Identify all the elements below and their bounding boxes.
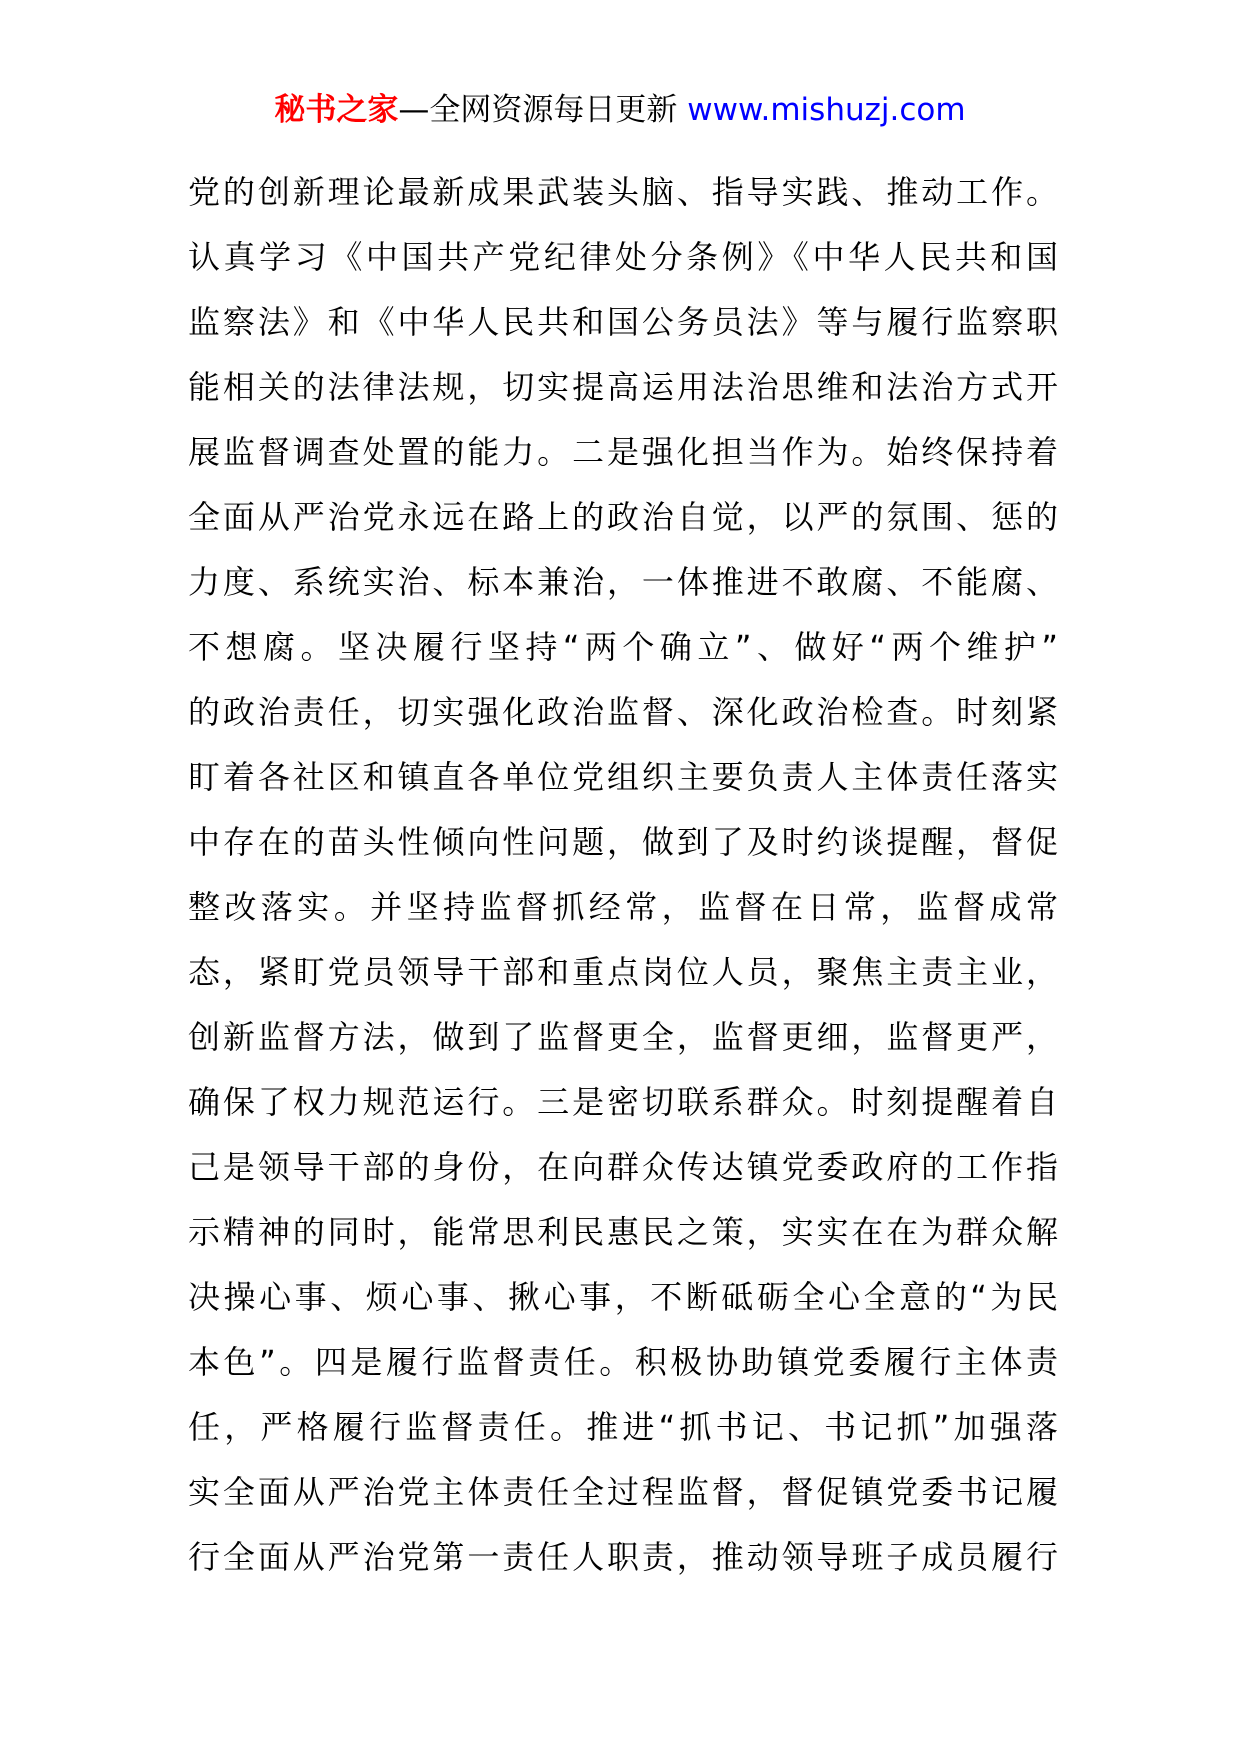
text-line: 实全面从严治党主体责任全过程监督，督促镇党委书记履 — [188, 1473, 1058, 1511]
text-line: 中存在的苗头性倾向性问题，做到了及时约谈提醒，督促 — [188, 823, 1058, 861]
text-line: 创新监督方法，做到了监督更全，监督更细，监督更严， — [188, 1018, 1058, 1056]
text-line: 监察法》和《中华人民共和国公务员法》等与履行监察职 — [188, 303, 1058, 341]
document-body — [188, 160, 1058, 1590]
text-line: 态，紧盯党员领导干部和重点岗位人员，聚焦主责主业， — [188, 953, 1058, 991]
text-line: 决操心事、烦心事、揪心事，不断砥砺全心全意的“为民 — [188, 1278, 1058, 1316]
text-line: 能相关的法律法规，切实提高运用法治思维和法治方式开 — [188, 368, 1058, 406]
website-link[interactable]: www.mishuzj.com — [687, 92, 966, 128]
text-line: 行全面从严治党第一责任人职责，推动领导班子成员履行 — [188, 1538, 1058, 1576]
text-line: 认真学习《中国共产党纪律处分条例》《中华人民共和国 — [188, 238, 1058, 276]
header-tagline: —全网资源每日更新 — [398, 92, 678, 128]
text-line: 的政治责任，切实强化政治监督、深化政治检查。时刻紧 — [188, 693, 1058, 731]
text-line: 任，严格履行监督责任。推进“抓书记、书记抓”加强落 — [188, 1408, 1058, 1446]
text-line: 展监督调查处置的能力。二是强化担当作为。始终保持着 — [188, 433, 1058, 471]
text-line: 己是领导干部的身份，在向群众传达镇党委政府的工作指 — [188, 1148, 1058, 1186]
text-line: 示精神的同时，能常思利民惠民之策，实实在在为群众解 — [188, 1213, 1058, 1251]
brand-name: 秘书之家 — [274, 92, 399, 128]
text-line: 整改落实。并坚持监督抓经常，监督在日常，监督成常 — [188, 888, 1058, 926]
text-line: 本色”。四是履行监督责任。积极协助镇党委履行主体责 — [188, 1343, 1058, 1381]
text-line: 盯着各社区和镇直各单位党组织主要负责人主体责任落实 — [188, 758, 1058, 796]
text-line: 党的创新理论最新成果武装头脑、指导实践、推动工作。 — [188, 173, 1058, 211]
text-line: 全面从严治党永远在路上的政治自觉，以严的氛围、惩的 — [188, 498, 1058, 536]
text-line: 力度、系统实治、标本兼治，一体推进不敢腐、不能腐、 — [188, 563, 1058, 601]
page-header — [0, 90, 1240, 130]
text-line: 确保了权力规范运行。三是密切联系群众。时刻提醒着自 — [188, 1083, 1058, 1121]
text-line: 不想腐。坚决履行坚持“两个确立”、做好“两个维护” — [188, 628, 1058, 666]
